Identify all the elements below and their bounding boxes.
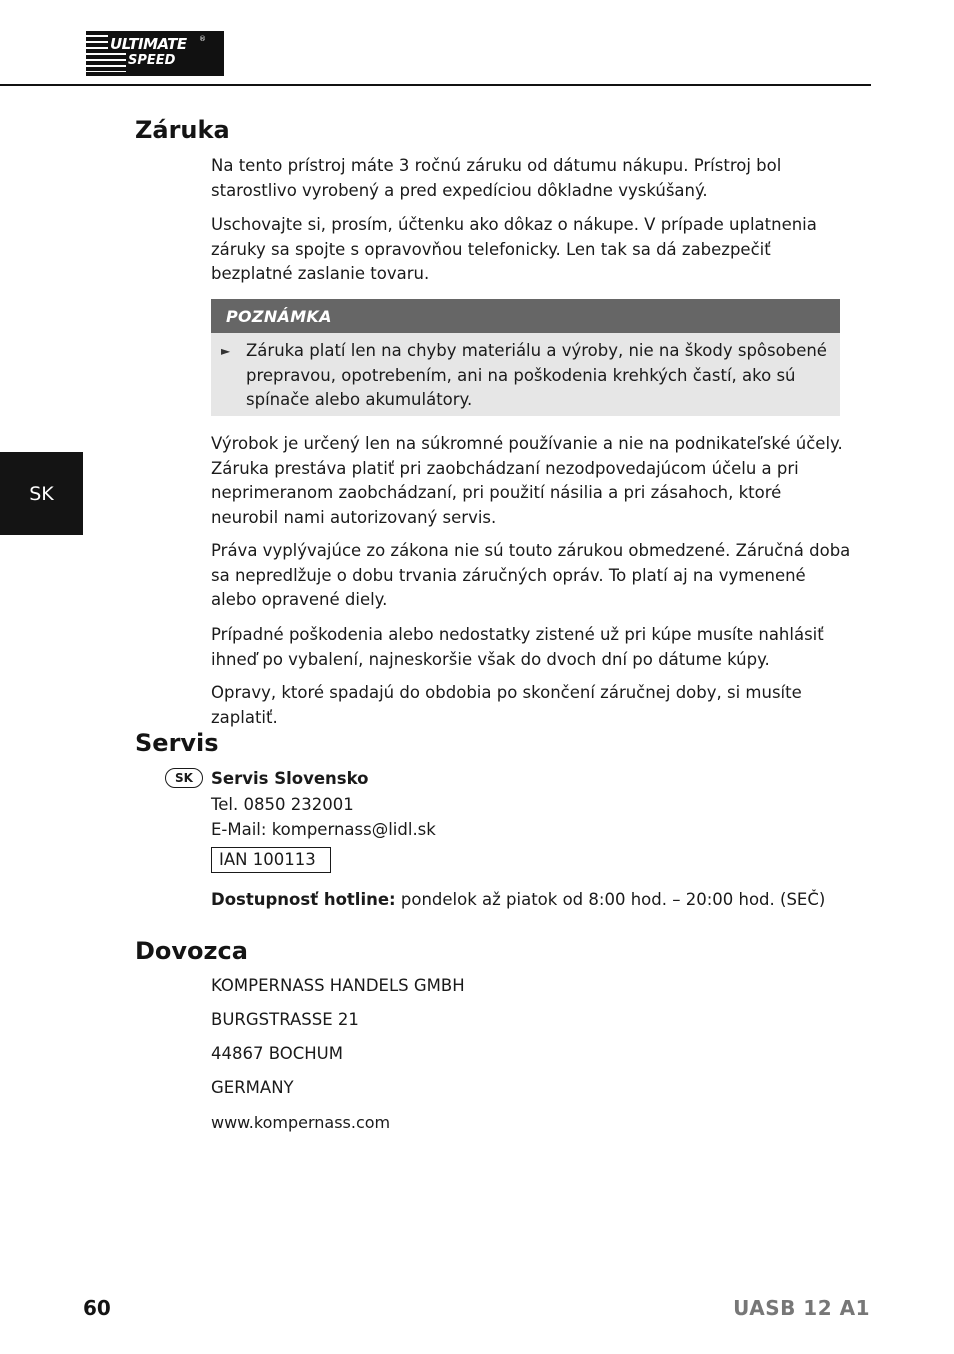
note-text: Záruka platí len na chyby materiálu a výroby, nie na škody spôsobené prepravou, opotrebením, ani na poškodenia krehkých častí, ako sú spínače alebo akumulátory. [246,341,827,410]
importer-country: GERMANY [211,1078,294,1097]
logo-registered-mark: ® [199,35,206,43]
ian-number-box: IAN 100113 [211,847,331,873]
bullet-arrow-icon: ► [221,344,231,358]
warranty-heading: Záruka [135,116,230,144]
importer-city: 44867 BOCHUM [211,1044,343,1063]
note-box [211,299,840,416]
header-rule [0,84,871,86]
hotline-label: Dostupnosť hotline: [211,890,396,909]
warranty-paragraph-5: Prípadné poškodenia alebo nedostatky zistené už pri kúpe musíte nahlásiť ihneď po vybalení, najneskoršie však do dvoch dní po dátume kúpy. [211,625,824,669]
warranty-paragraph-4: Práva vyplývajúce zo zákona nie sú touto zárukou obmedzené. Záručná doba sa nepredlžuje o dobu trvania záručných opráv. To platí aj na vymenené alebo opravené diely. [211,541,851,610]
warranty-paragraph-6: Opravy, ktoré spadajú do obdobia po skončení záručnej doby, si musíte zaplatiť. [211,683,802,727]
hotline-hours: pondelok až piatok od 8:00 hod. – 20:00 hod. (SEČ) [395,890,826,909]
note-body [211,333,840,413]
importer-website: www.kompernass.com [211,1113,391,1132]
importer-street: BURGSTRASSE 21 [211,1010,359,1029]
warranty-paragraph-1: Na tento prístroj máte 3 ročnú záruku od dátumu nákupu. Prístroj bol starostlivo vyrobený a pred expedíciou dôkladne vyskúšaný. [211,156,782,200]
service-name: Servis Slovensko [211,769,369,788]
logo-line2: SPEED [128,53,176,68]
note-title: POZNÁMKA [211,299,840,333]
hotline-info [211,888,825,912]
service-email: E-Mail: kompernass@lidl.sk [211,820,436,839]
service-phone: Tel. 0850 232001 [211,795,354,814]
importer-heading: Dovozca [135,937,248,965]
service-heading: Servis [135,729,219,757]
warranty-paragraph-2: Uschovajte si, prosím, účtenku ako dôkaz o nákupe. V prípade uplatnenia záruky sa spojte s opravovňou telefonicky. Len tak sa dá zabezpečiť bezplatné zaslanie tovaru. [211,215,817,284]
warranty-paragraph-3: Výrobok je určený len na súkromné používanie a nie na podnikateľské účely. Záruka prestáva platiť pri zaobchádzaní nezodpovedajúcom účelu a pri neprimeranom zaobchádzaní, pri použití násilia a pri zásahoch, ktoré neurobil nami autorizovaný servis. [211,434,843,527]
page-number: 60 [83,1296,111,1320]
brand-logo [86,31,224,76]
country-badge: SK [165,768,203,788]
importer-company: KOMPERNASS HANDELS GMBH [211,976,465,995]
model-number: UASB 12 A1 [733,1296,870,1320]
language-side-tab: SK [0,452,83,535]
logo-line1: ULTIMATE [110,35,187,53]
